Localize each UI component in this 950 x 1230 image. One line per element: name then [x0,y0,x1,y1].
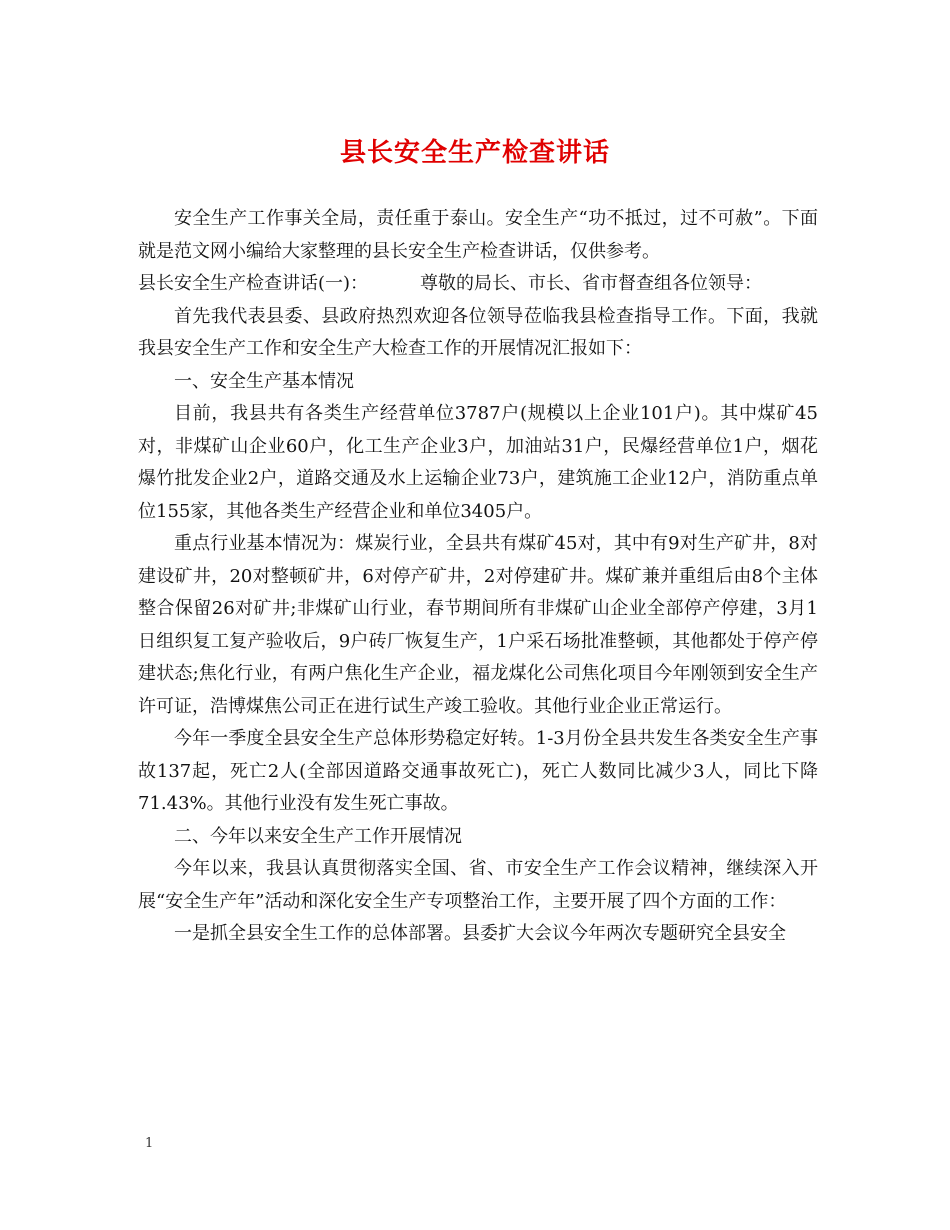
paragraph-work-overview: 今年以来，我县认真贯彻落实全国、省、市安全生产工作会议精神，继续深入开展“安全生产年”活动和深化安全生产专项整治工作，主要开展了四个方面的工作： [138,858,818,912]
section-heading: 县长安全生产检查讲话(一)： [138,273,369,294]
subheading-basic-situation: 一、安全生产基本情况 [174,370,354,392]
section-heading-line [138,268,818,301]
paragraph-key-industries: 重点行业基本情况为：煤炭行业，全县共有煤矿45对，其中有9对生产矿井，8对建设矿井，20对整顿矿井，6对停产矿井，2对停建矿井。煤矿兼并重组后由8个主体整合保留26对矿井;非煤矿山行业，春节期间所有非煤矿山企业全部停产停建，3月1日组织复工复产验收后，9户砖厂恢复生产，1户采石场批准整顿，其他都处于停产停建状态;焦化行业，有两户焦化生产企业，福龙煤化公司焦化项目今年刚领到安全生产许可证，浩博煤焦公司正在进行试生产竣工验收。其他行业企业正常运行。 [138,533,818,717]
document-body [138,203,818,951]
salutation: 尊敬的局长、市长、省市督查组各位领导： [420,273,763,294]
intro-paragraph: 安全生产工作事关全局，责任重于泰山。安全生产“功不抵过，过不可赦”。下面就是范文网小编给大家整理的县长安全生产检查讲话，仅供参考。 [138,208,818,262]
paragraph-q1-situation: 今年一季度全县安全生产总体形势稳定好转。1-3月份全县共发生各类安全生产事故137起，死亡2人(全部因道路交通事故死亡)，死亡人数同比减少3人，同比下降71.43%。其他行业没有发生死亡事故。 [138,728,818,814]
subheading-work-progress: 二、今年以来安全生产工作开展情况 [174,825,462,847]
document-title: 县长安全生产检查讲话 [339,138,610,168]
page-number: 1 [145,1136,154,1151]
paragraph-first-item: 一是抓全县安全生工作的总体部署。县委扩大会议今年两次专题研究全县安全 [174,923,786,944]
paragraph-welcome: 首先我代表县委、县政府热烈欢迎各位领导莅临我县检查指导工作。下面，我就我县安全生产工作和安全生产大检查工作的开展情况汇报如下： [138,305,818,359]
paragraph-enterprise-counts: 目前，我县共有各类生产经营单位3787户(规模以上企业101户)。其中煤矿45对，非煤矿山企业60户，化工生产企业3户，加油站31户，民爆经营单位1户，烟花爆竹批发企业2户，道路交通及水上运输企业73户，建筑施工企业12户，消防重点单位155家，其他各类生产经营企业和单位3405户。 [138,403,818,522]
